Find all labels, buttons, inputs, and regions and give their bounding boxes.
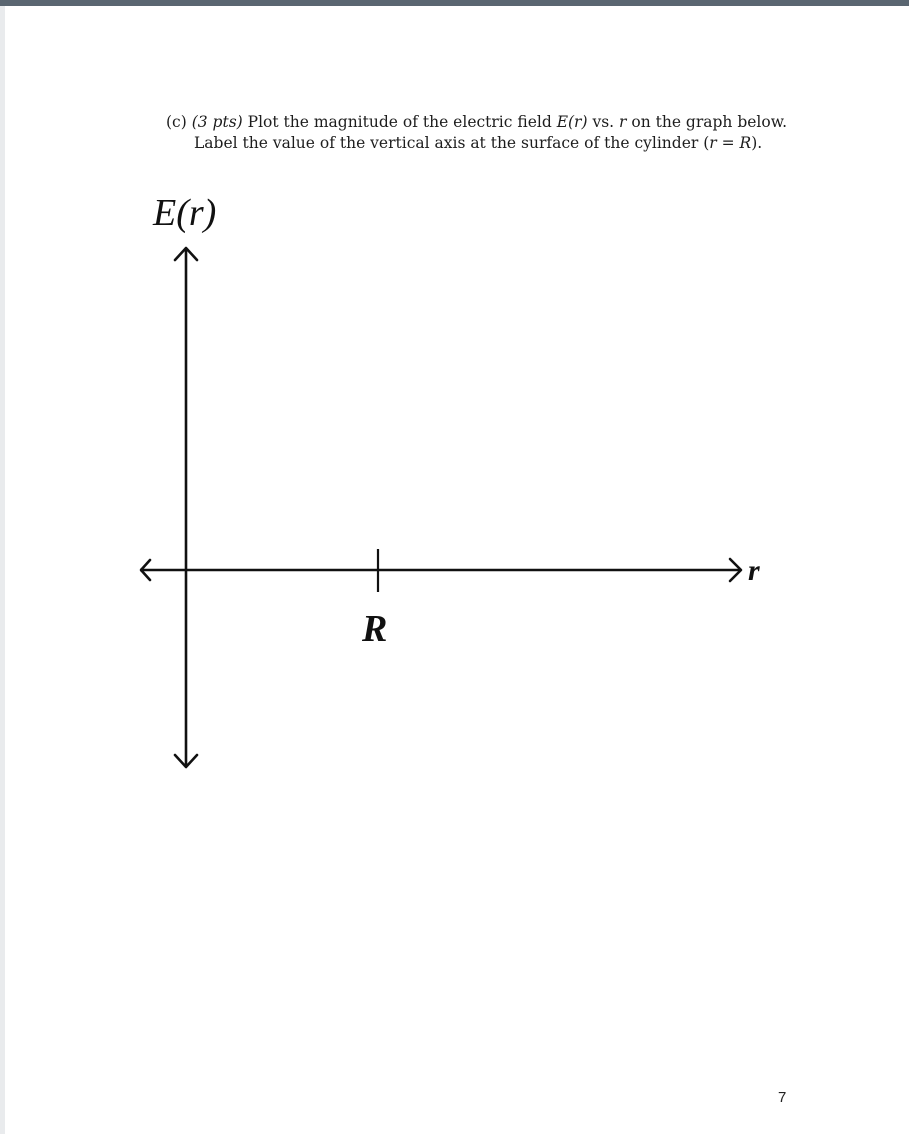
y-axis-label: E(r) <box>153 192 217 234</box>
question-text-2b: ). <box>751 134 763 152</box>
question-text-1b: vs. <box>587 113 620 131</box>
question-equation: r = R <box>709 134 752 152</box>
question-text-1a: Plot the magnitude of the electric field <box>247 113 557 131</box>
tick-label-r: R <box>362 608 388 650</box>
question-points: (3 pts) <box>191 113 243 131</box>
question-text-1c: on the graph below. <box>626 113 788 131</box>
question-text-2a: Label the value of the vertical axis at the surface of the cylinder ( <box>194 134 710 152</box>
question-part-label: (c) <box>166 113 187 131</box>
page-number: 7 <box>778 1089 787 1106</box>
x-axis-label: r <box>748 554 760 587</box>
question-var-r: r <box>619 113 627 131</box>
question-var-e: E(r) <box>556 113 588 131</box>
